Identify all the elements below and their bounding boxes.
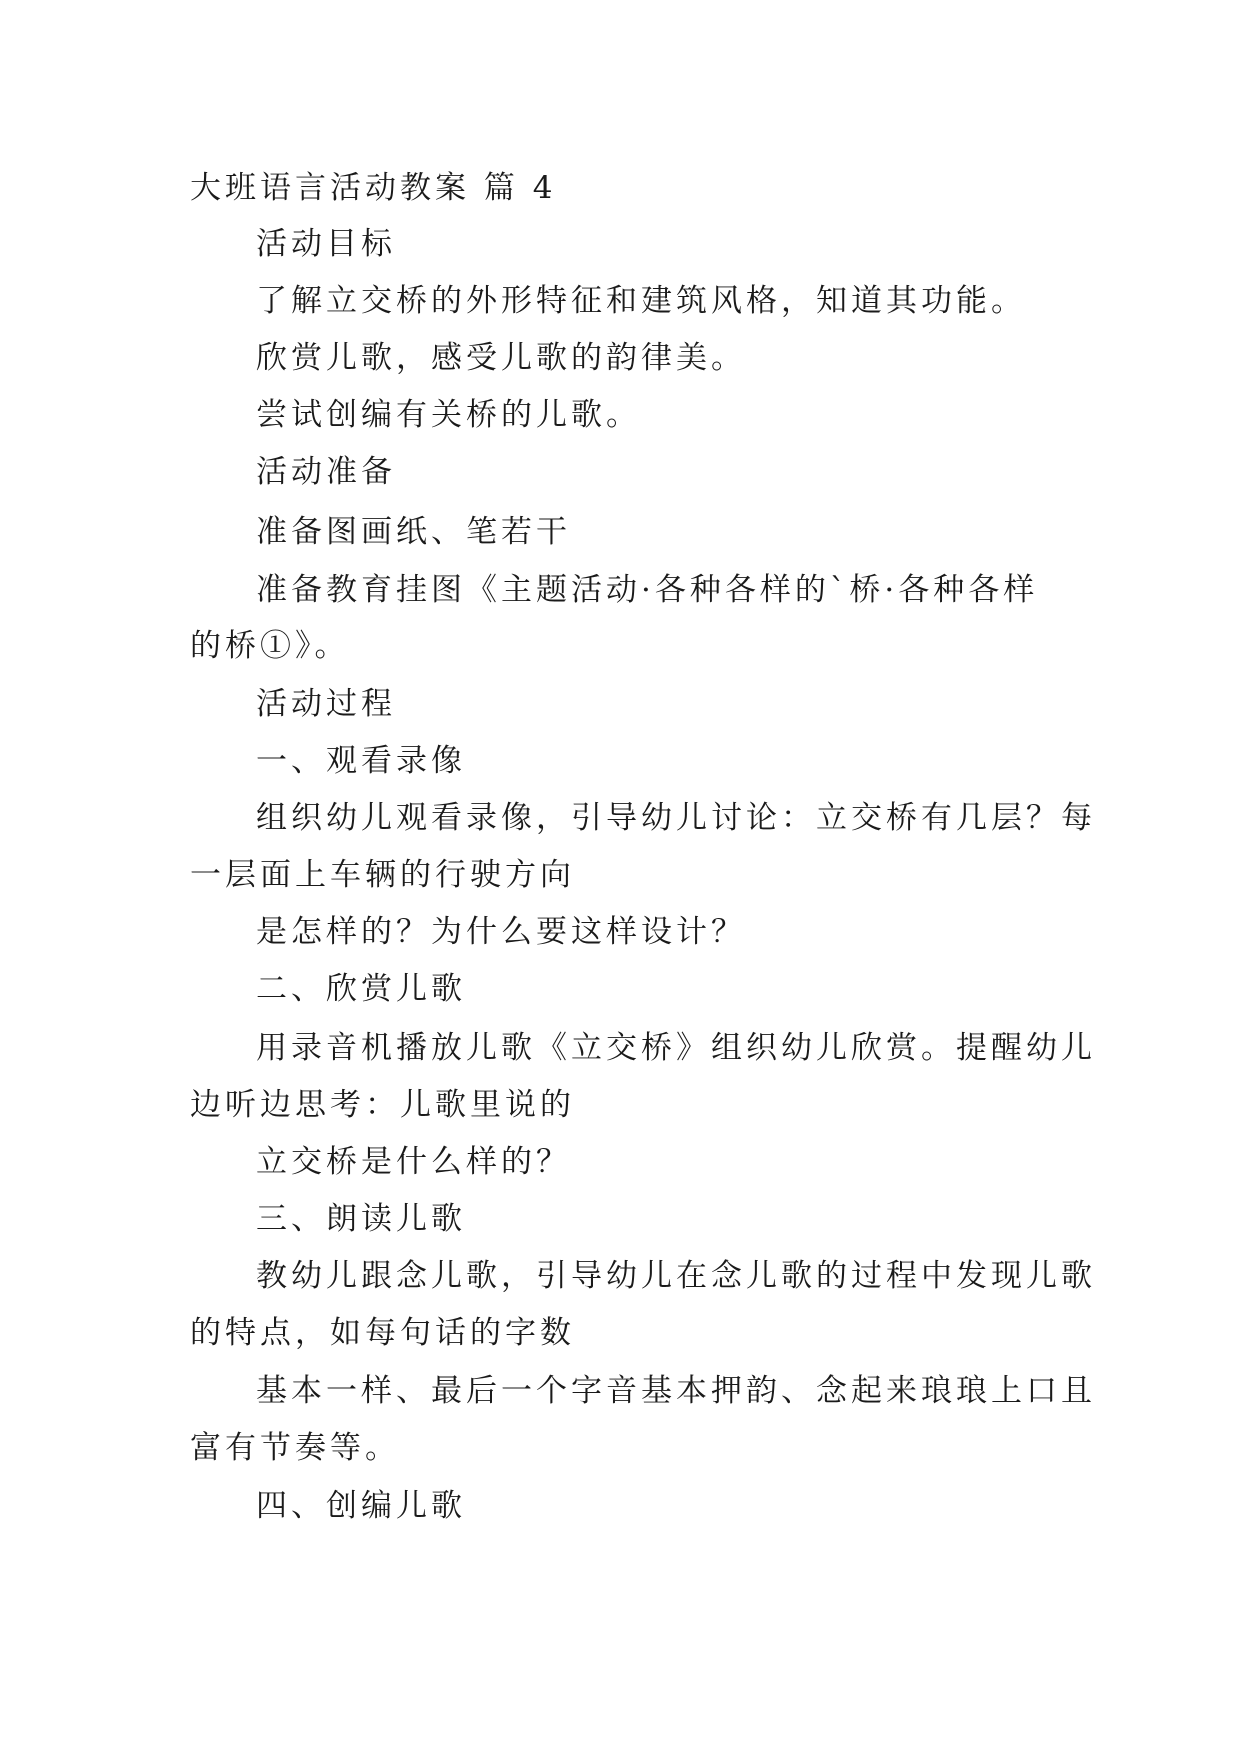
- section-heading-preparation: 活动准备: [256, 454, 396, 490]
- paragraph-line: 立交桥是什么样的？: [256, 1144, 571, 1180]
- paragraph-line: 基本一样、最后一个字音基本押韵、念起来琅琅上口且: [256, 1373, 1096, 1409]
- paragraph-line: 尝试创编有关桥的儿歌。: [256, 397, 641, 433]
- paragraph-line: 教幼儿跟念儿歌，引导幼儿在念儿歌的过程中发现儿歌: [256, 1258, 1096, 1294]
- paragraph-line-continued: 富有节奏等。: [190, 1430, 400, 1466]
- step-heading: 四、创编儿歌: [256, 1488, 466, 1524]
- paragraph-line: 准备图画纸、笔若干: [256, 514, 571, 550]
- paragraph-line-continued: 的特点，如每句话的字数: [190, 1315, 575, 1351]
- paragraph-line: 准备教育挂图《主题活动·各种各样的`桥·各种各样: [256, 572, 1039, 608]
- paragraph-line: 了解立交桥的外形特征和建筑风格，知道其功能。: [256, 283, 1026, 319]
- paragraph-line-continued: 一层面上车辆的行驶方向: [190, 857, 575, 893]
- paragraph-line: 欣赏儿歌，感受儿歌的韵律美。: [256, 340, 746, 376]
- paragraph-line-continued: 边听边思考：儿歌里说的: [190, 1087, 575, 1123]
- step-heading: 二、欣赏儿歌: [256, 971, 466, 1007]
- paragraph-line: 用录音机播放儿歌《立交桥》组织幼儿欣赏。提醒幼儿: [256, 1030, 1096, 1066]
- paragraph-line-continued: 的桥①》。: [190, 628, 350, 664]
- paragraph-line: 是怎样的？为什么要这样设计？: [256, 914, 746, 950]
- document-title: 大班语言活动教案 篇 4: [190, 170, 557, 206]
- section-heading-process: 活动过程: [256, 686, 396, 722]
- step-heading: 一、观看录像: [256, 743, 466, 779]
- paragraph-line: 组织幼儿观看录像，引导幼儿讨论：立交桥有几层？每: [256, 800, 1096, 836]
- step-heading: 三、朗读儿歌: [256, 1201, 466, 1237]
- section-heading-goals: 活动目标: [256, 226, 396, 262]
